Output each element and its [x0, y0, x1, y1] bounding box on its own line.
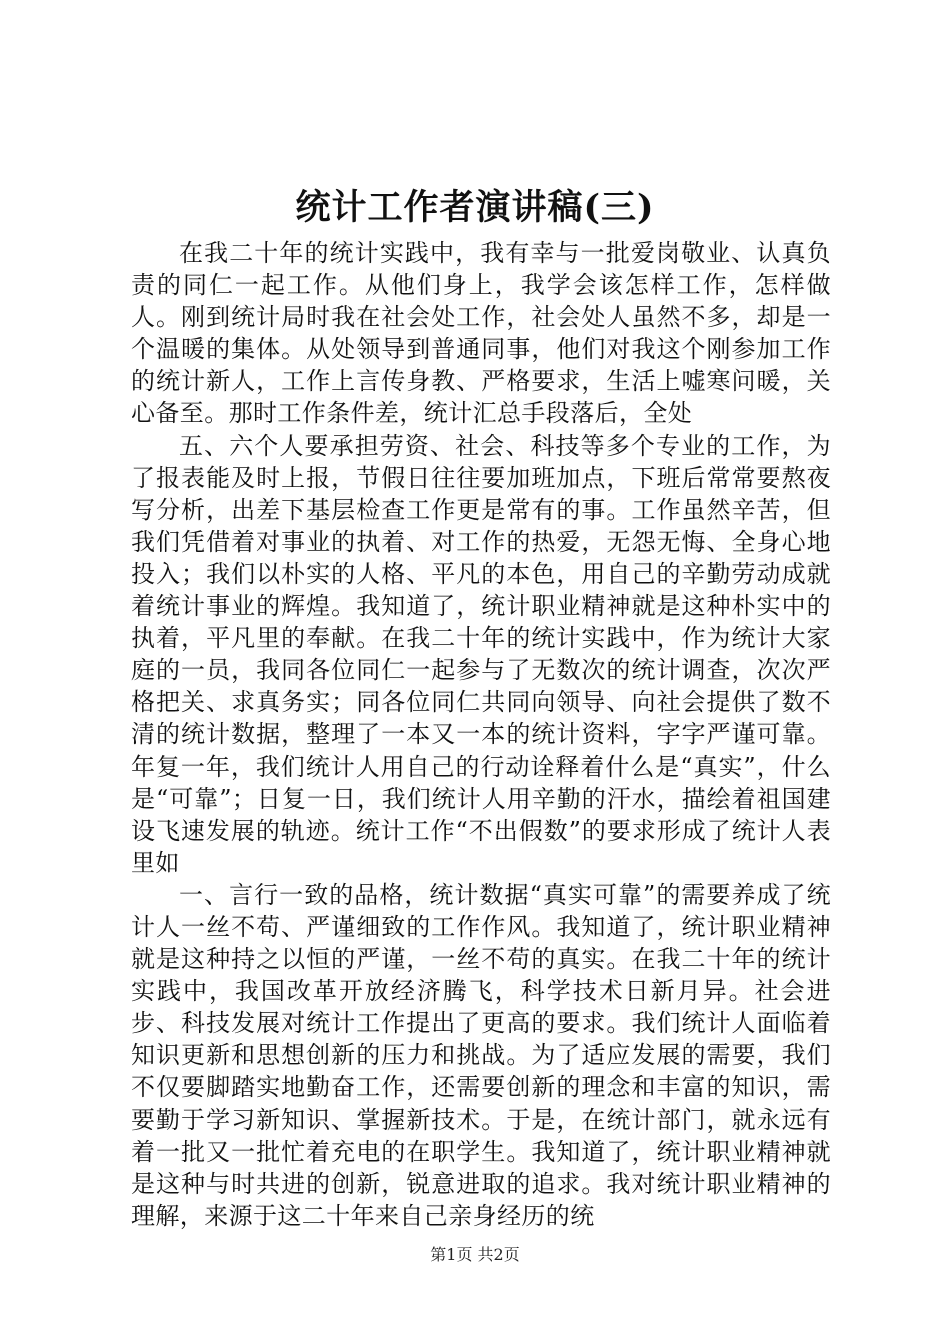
document-title: 统计工作者演讲稿(三)	[295, 187, 655, 228]
paragraph-3: 一、言行一致的品格，统计数据“真实可靠”的需要养成了统计人一丝不苟、严谨细致的工作作风。我知道了，统计职业精神就是这种持之以恒的严谨，一丝不苟的真实。在我二十年的统计实践中，我国改革开放经济腾飞，科学技术日新月异。社会进步、科技发展对统计工作提出了更高的要求。我们统计人面临着知识更新和思想创新的压力和挑战。为了适应发展的需要，我们不仅要脚踏实地勤奋工作，还需要创新的理念和丰富的知识，需要勤于学习新知识、掌握新技术。于是，在统计部门，就永远有着一批又一批忙着充电的在职学生。我知道了，统计职业精神就是这种与时共进的创新，锐意进取的追求。我对统计职业精神的理解，来源于这二十年来自己亲身经历的统	[131, 880, 831, 1230]
page-number-footer: 第1页 共2页	[430, 1245, 520, 1264]
document-body	[131, 237, 831, 1232]
paragraph-1: 在我二十年的统计实践中，我有幸与一批爱岗敬业、认真负责的同仁一起工作。从他们身上，我学会该怎样工作，怎样做人。刚到统计局时我在社会处工作，社会处人虽然不多，却是一个温暖的集体。从处领导到普通同事，他们对我这个刚参加工作的统计新人，工作上言传身教、严格要求，生活上嘘寒问暖，关心备至。那时工作条件差，统计汇总手段落后，全处	[131, 239, 831, 428]
paragraph-2: 五、六个人要承担劳资、社会、科技等多个专业的工作，为了报表能及时上报，节假日往往要加班加点，下班后常常要熬夜写分析，出差下基层检查工作更是常有的事。工作虽然辛苦，但我们凭借着对事业的执着、对工作的热爱，无怨无悔、全身心地投入；我们以朴实的人格、平凡的本色，用自己的辛勤劳动成就着统计事业的辉煌。我知道了，统计职业精神就是这种朴实中的执着，平凡里的奉献。在我二十年的统计实践中，作为统计大家庭的一员，我同各位同仁一起参与了无数次的统计调查，次次严格把关、求真务实；同各位同仁共同向领导、向社会提供了数不清的统计数据，整理了一本又一本的统计资料，字字严谨可靠。年复一年，我们统计人用自己的行动诠释着什么是“真实”，什么是“可靠”；日复一日，我们统计人用辛勤的汗水，描绘着祖国建设飞速发展的轨迹。统计工作“不出假数”的要求形成了统计人表里如	[131, 431, 831, 877]
